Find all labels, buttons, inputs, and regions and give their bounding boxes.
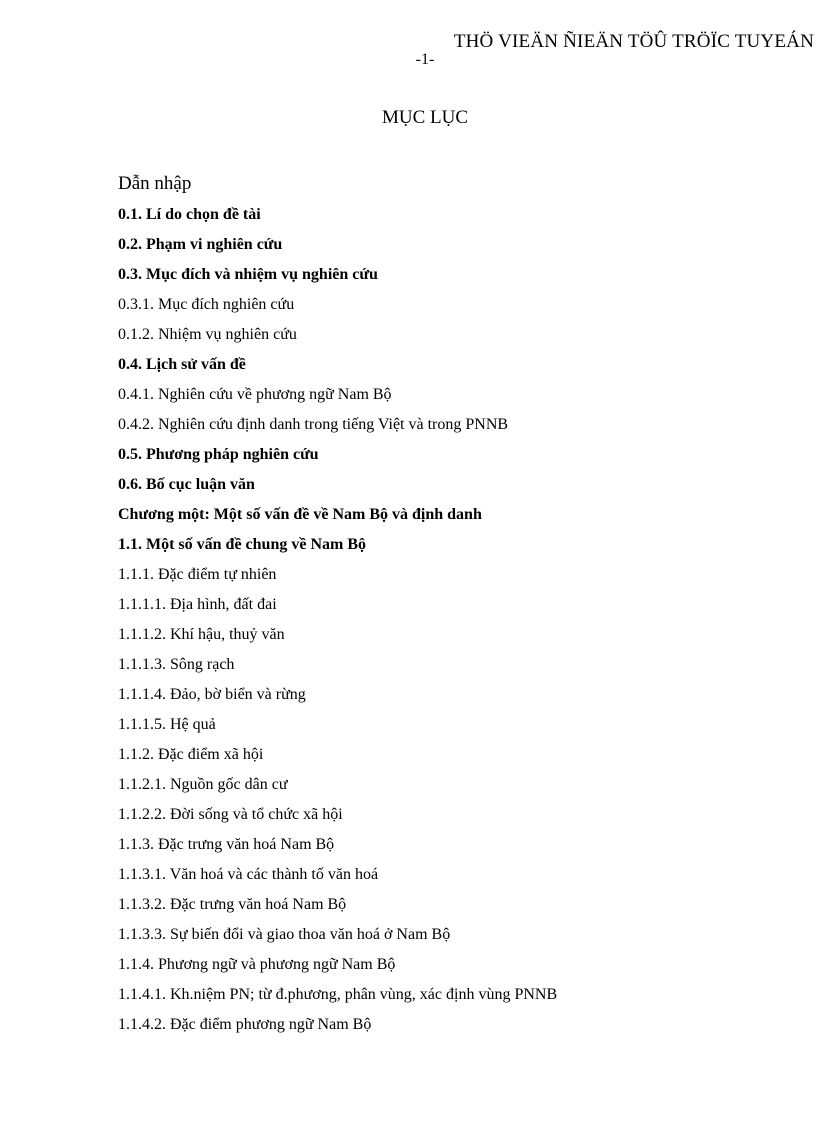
toc-entry: 1.1.1.4. Đảo, bờ biển và rừng (118, 686, 306, 703)
toc-title: MỤC LỤC (381, 107, 469, 128)
toc-entry: 1.1.1.3. Sông rạch (118, 656, 235, 673)
toc-entry: 0.4.2. Nghiên cứu định danh trong tiếng Việt và trong PNNB (118, 416, 509, 433)
toc-entry: 1.1.2.1. Nguồn gốc dân cư (118, 776, 288, 793)
page-number: -1- (415, 51, 435, 68)
toc-entry: 0.5. Phương pháp nghiên cứu (118, 446, 319, 463)
table-of-contents (118, 170, 806, 1041)
toc-entry: 0.1.2. Nhiệm vụ nghiên cứu (118, 326, 297, 343)
toc-entry: 0.3. Mục đích và nhiệm vụ nghiên cứu (118, 266, 378, 283)
toc-entry: 0.2. Phạm vi nghiên cứu (118, 236, 283, 253)
toc-entry: 1.1.3.3. Sự biến đổi và giao thoa văn hoá ở Nam Bộ (118, 926, 451, 943)
toc-entry: 1.1.4.2. Đặc điểm phương ngữ Nam Bộ (118, 1016, 372, 1033)
toc-entry: 1.1.3.1. Văn hoá và các thành tố văn hoá (118, 866, 379, 883)
toc-entry: Dẫn nhập (118, 173, 192, 194)
toc-entry: 1.1. Một số vấn đề chung về Nam Bộ (118, 536, 367, 553)
toc-entry: 0.3.1. Mục đích nghiên cứu (118, 296, 295, 313)
toc-entry: 1.1.1.2. Khí hậu, thuỷ văn (118, 626, 285, 643)
toc-entry: 1.1.1.1. Địa hình, đất đai (118, 596, 277, 613)
toc-entry: 0.1. Lí do chọn đề tài (118, 206, 261, 223)
toc-entry: 1.1.2.2. Đời sống và tổ chức xã hội (118, 806, 343, 823)
toc-entry: 0.6. Bố cục luận văn (118, 476, 255, 493)
toc-entry: 1.1.2. Đặc điểm xã hội (118, 746, 264, 763)
toc-entry: 1.1.3.2. Đặc trưng văn hoá Nam Bộ (118, 896, 347, 913)
toc-entry: Chương một: Một số vấn đề về Nam Bộ và định danh (118, 506, 482, 523)
toc-entry: 0.4. Lịch sử vấn đề (118, 356, 246, 373)
toc-entry: 1.1.4. Phương ngữ và phương ngữ Nam Bộ (118, 956, 396, 973)
toc-entry: 1.1.4.1. Kh.niệm PN; từ đ.phương, phân vùng, xác định vùng PNNB (118, 986, 558, 1003)
toc-entry: 1.1.3. Đặc trưng văn hoá Nam Bộ (118, 836, 335, 853)
toc-entry: 0.4.1. Nghiên cứu về phương ngữ Nam Bộ (118, 386, 392, 403)
toc-entry: 1.1.1.5. Hệ quả (118, 716, 216, 733)
library-header: THÖ VIEÄN ÑIEÄN TÖÛ TRÖÏC TUYEÁN (453, 31, 814, 52)
toc-entry: 1.1.1. Đặc điểm tự nhiên (118, 566, 277, 583)
